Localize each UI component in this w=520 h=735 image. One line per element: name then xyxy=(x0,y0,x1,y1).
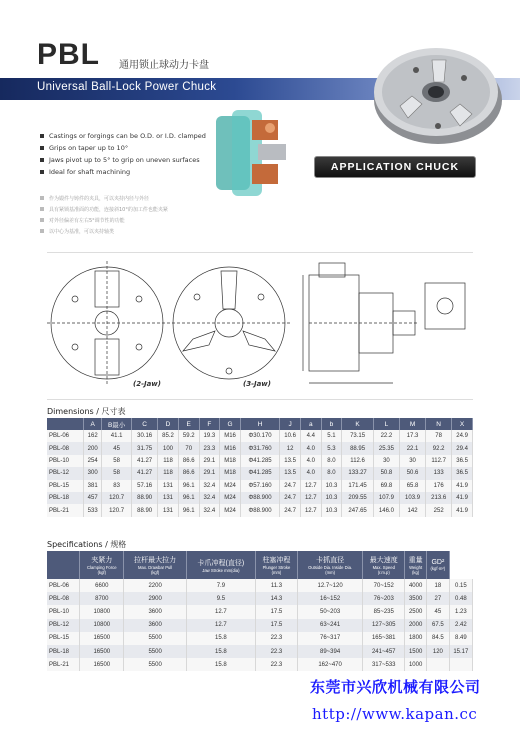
header-cn: 最大速度 xyxy=(369,557,398,564)
header-unit: (kgf) xyxy=(150,570,160,575)
table-cell: 12.7 xyxy=(186,619,255,632)
table-row xyxy=(47,632,473,645)
dimensions-header-cell: a xyxy=(300,418,321,430)
header-cn: 拉杆最大拉力 xyxy=(134,557,177,564)
table-cell: 41.9 xyxy=(452,504,473,516)
table-cell xyxy=(427,658,450,671)
table-cell: 31.75 xyxy=(132,442,158,454)
table-row xyxy=(47,605,473,618)
table-cell: 16~152 xyxy=(297,592,362,605)
table-cell: 29.1 xyxy=(199,455,220,467)
table-cell: 41.27 xyxy=(132,467,158,479)
table-cell: 11.3 xyxy=(255,579,297,592)
dimensions-header-cell: A xyxy=(84,418,102,430)
table-cell: 4.0 xyxy=(300,467,321,479)
header-cn: 夹紧力 xyxy=(91,557,113,564)
specifications-title: Specifications / 规格 xyxy=(47,540,127,549)
table-cell: 12.7~120 xyxy=(297,579,362,592)
table-row xyxy=(47,619,473,632)
table-cell: 1000 xyxy=(405,658,427,671)
table-cell: 22.3 xyxy=(255,632,297,645)
table-row xyxy=(47,504,473,516)
table-cell: 10800 xyxy=(80,619,124,632)
table-row xyxy=(47,592,473,605)
specifications-header-cell xyxy=(363,551,405,579)
dimensions-header-row xyxy=(47,418,473,430)
table-cell: PBL-10 xyxy=(47,605,80,618)
feature-list-english xyxy=(40,132,215,180)
table-cell: 32.4 xyxy=(199,504,220,516)
table-row xyxy=(47,658,473,671)
table-cell: 22.3 xyxy=(255,658,297,671)
specifications-header-cell xyxy=(47,551,80,579)
feature-item: Castings or forgings can be O.D. or I.D. clamped xyxy=(40,132,215,144)
table-cell: 1800 xyxy=(405,632,427,645)
table-cell: 10.3 xyxy=(321,492,342,504)
table-cell: 10.6 xyxy=(280,430,301,442)
table-cell: 22.1 xyxy=(399,442,425,454)
table-cell: 12 xyxy=(280,442,301,454)
table-cell: 30 xyxy=(399,455,425,467)
table-cell: 162~470 xyxy=(297,658,362,671)
dimensions-header-cell xyxy=(47,418,84,430)
table-cell: 41.9 xyxy=(452,492,473,504)
table-cell: 76~317 xyxy=(297,632,362,645)
table-cell: 22.3 xyxy=(255,645,297,658)
table-cell: 2200 xyxy=(124,579,186,592)
table-cell: 15.8 xyxy=(186,645,255,658)
dimensions-header-cell: B最小 xyxy=(102,418,132,430)
table-cell: 24.7 xyxy=(280,504,301,516)
table-cell: PBL-21 xyxy=(47,658,80,671)
header-en: Plunger Stroke xyxy=(262,565,291,570)
dimensions-header-cell: H xyxy=(240,418,279,430)
table-cell: 59.2 xyxy=(178,430,199,442)
table-cell: 85~235 xyxy=(363,605,405,618)
table-cell: 12.7 xyxy=(300,492,321,504)
table-cell: 165~381 xyxy=(363,632,405,645)
table-cell: 58 xyxy=(102,455,132,467)
header-en: Clamping Force xyxy=(87,565,117,570)
table-cell: M24 xyxy=(220,504,241,516)
table-cell: PBL-08 xyxy=(47,592,80,605)
header-cn: 柱塞冲程 xyxy=(262,557,291,564)
table-cell: 24.7 xyxy=(280,480,301,492)
dimensions-title: Dimensions / 尺寸表 xyxy=(47,407,126,416)
dimensions-header-cell: b xyxy=(321,418,342,430)
table-cell: 86.6 xyxy=(178,467,199,479)
three-jaw-drawing xyxy=(167,267,291,379)
table-cell: 32.4 xyxy=(199,492,220,504)
table-cell: PBL-12 xyxy=(47,467,84,479)
specifications-header-cell xyxy=(186,551,255,579)
table-cell: PBL-15 xyxy=(47,480,84,492)
table-cell: 76~203 xyxy=(363,592,405,605)
table-cell: 14.3 xyxy=(255,592,297,605)
table-cell: 131 xyxy=(158,492,179,504)
table-cell: 131 xyxy=(158,480,179,492)
table-cell: 247.65 xyxy=(342,504,374,516)
table-cell: 112.7 xyxy=(426,455,452,467)
chuck-photo xyxy=(360,30,510,150)
table-cell: PBL-18 xyxy=(47,645,80,658)
specifications-header-cell xyxy=(297,551,362,579)
specifications-header-cell xyxy=(124,551,186,579)
table-cell: 41.27 xyxy=(132,455,158,467)
header-unit: (r.m.p) xyxy=(377,570,390,575)
table-cell: 12.7 xyxy=(300,480,321,492)
table-cell: 63~241 xyxy=(297,619,362,632)
header-cn: GD² xyxy=(431,559,445,566)
dimensions-header-cell: N xyxy=(426,418,452,430)
table-cell: PBL-18 xyxy=(47,492,84,504)
header-unit: (mm) xyxy=(325,570,335,575)
table-cell: PBL-12 xyxy=(47,619,80,632)
table-cell: 118 xyxy=(158,455,179,467)
table-cell: 36.5 xyxy=(452,455,473,467)
table-cell: 70 xyxy=(178,442,199,454)
table-cell: M24 xyxy=(220,480,241,492)
table-cell: 241~457 xyxy=(363,645,405,658)
three-jaw-caption: (3-Jaw) xyxy=(243,380,271,388)
table-cell: 176 xyxy=(426,480,452,492)
header-en: Max. Speed xyxy=(372,565,395,570)
table-cell: 58 xyxy=(102,467,132,479)
table-cell: 133 xyxy=(426,467,452,479)
dimensions-header-cell: G xyxy=(220,418,241,430)
table-cell: 45 xyxy=(427,605,450,618)
application-chuck-label: APPLICATION CHUCK xyxy=(314,156,476,178)
table-cell: 457 xyxy=(84,492,102,504)
table-cell: 252 xyxy=(426,504,452,516)
table-cell: M16 xyxy=(220,442,241,454)
two-jaw-caption: (2-Jaw) xyxy=(133,380,161,388)
table-cell: Φ88.900 xyxy=(240,504,279,516)
table-cell: 24.7 xyxy=(280,492,301,504)
table-cell: 533 xyxy=(84,504,102,516)
technical-drawings xyxy=(47,252,473,400)
table-cell: 8.0 xyxy=(321,467,342,479)
table-cell: 18 xyxy=(427,579,450,592)
table-cell: 2.42 xyxy=(449,619,472,632)
table-cell: 100 xyxy=(158,442,179,454)
table-cell: 27 xyxy=(427,592,450,605)
table-cell: 5500 xyxy=(124,632,186,645)
table-cell: 213.6 xyxy=(426,492,452,504)
table-cell: 120 xyxy=(427,645,450,658)
table-cell: Φ41.285 xyxy=(240,467,279,479)
table-row xyxy=(47,430,473,442)
table-cell: 5.1 xyxy=(321,430,342,442)
table-row xyxy=(47,455,473,467)
table-cell: Φ41.285 xyxy=(240,455,279,467)
table-cell: 4000 xyxy=(405,579,427,592)
table-cell: PBL-06 xyxy=(47,579,80,592)
feature-item-cn: 对外径偏差有左右5°调节性的功能 xyxy=(40,217,215,228)
table-cell: 57.16 xyxy=(132,480,158,492)
watermark-company: 东莞市兴欣机械有限公司 xyxy=(310,678,481,696)
table-cell: 70~152 xyxy=(363,579,405,592)
table-cell: 7.9 xyxy=(186,579,255,592)
table-cell: 2000 xyxy=(405,619,427,632)
feature-item-cn: 以中心为基准，可以夹持轴类 xyxy=(40,228,215,239)
table-cell: 317~533 xyxy=(363,658,405,671)
table-cell: 73.15 xyxy=(342,430,374,442)
table-cell: 17.3 xyxy=(399,430,425,442)
table-cell: 209.55 xyxy=(342,492,374,504)
subtitle-english: Universal Ball-Lock Power Chuck xyxy=(37,81,217,93)
table-cell: 83 xyxy=(102,480,132,492)
table-cell: 171.45 xyxy=(342,480,374,492)
table-cell: 1500 xyxy=(405,645,427,658)
dimensions-header-cell: C xyxy=(132,418,158,430)
header-cn: 卡抓直径 xyxy=(316,557,345,564)
watermark-url: http://www.kapan.cc xyxy=(312,705,478,723)
header-unit: (mm) xyxy=(271,570,282,575)
subtitle-chinese: 通用锁止球动力卡盘 xyxy=(119,60,209,71)
table-cell: 32.4 xyxy=(199,480,220,492)
table-cell: 92.2 xyxy=(426,442,452,454)
dimensions-header-cell: E xyxy=(178,418,199,430)
feature-item: Jaws pivot up to 5° to grip on uneven surfaces xyxy=(40,156,215,168)
table-cell: 10.3 xyxy=(321,504,342,516)
specifications-table xyxy=(47,551,473,671)
header-cn: 卡爪冲程(直径) xyxy=(197,559,245,567)
table-cell: 12.7 xyxy=(186,605,255,618)
table-cell: 131 xyxy=(158,504,179,516)
table-cell: 112.6 xyxy=(342,455,374,467)
model-title: PBL xyxy=(37,38,100,71)
specifications-header-cell xyxy=(405,551,427,579)
table-cell: 29.1 xyxy=(199,467,220,479)
application-cutaway-image xyxy=(212,108,292,198)
table-cell: PBL-06 xyxy=(47,430,84,442)
table-cell: 17.5 xyxy=(255,619,297,632)
table-cell: M16 xyxy=(220,430,241,442)
table-cell: 3500 xyxy=(405,592,427,605)
feature-item-cn: 作为锻件与铸件的夹具，可以夹持内径与外径 xyxy=(40,195,215,206)
table-cell: 0.48 xyxy=(449,592,472,605)
table-cell: 9.5 xyxy=(186,592,255,605)
table-row xyxy=(47,442,473,454)
table-cell: Φ31.760 xyxy=(240,442,279,454)
table-cell: 36.5 xyxy=(452,467,473,479)
table-cell: 15.8 xyxy=(186,632,255,645)
table-cell: M18 xyxy=(220,467,241,479)
table-cell: 88.90 xyxy=(132,504,158,516)
dimensions-header-cell: F xyxy=(199,418,220,430)
dimensions-header-cell: M xyxy=(399,418,425,430)
table-cell: 2500 xyxy=(405,605,427,618)
section-drawing xyxy=(303,263,465,383)
table-cell: 13.5 xyxy=(280,467,301,479)
table-cell: PBL-21 xyxy=(47,504,84,516)
table-cell: 45 xyxy=(102,442,132,454)
table-cell: 4.0 xyxy=(300,442,321,454)
table-cell: 15.17 xyxy=(449,645,472,658)
dimensions-header-cell: J xyxy=(280,418,301,430)
table-cell: 8.0 xyxy=(321,455,342,467)
table-cell: 89~394 xyxy=(297,645,362,658)
table-cell: 5.3 xyxy=(321,442,342,454)
table-cell: 4.4 xyxy=(300,430,321,442)
table-cell: 200 xyxy=(84,442,102,454)
header-en: Max. Drawbar Pull xyxy=(138,565,173,570)
table-cell: 17.5 xyxy=(255,605,297,618)
table-cell: 4.0 xyxy=(300,455,321,467)
table-cell: Φ88.900 xyxy=(240,492,279,504)
table-cell: 88.90 xyxy=(132,492,158,504)
table-cell: 103.9 xyxy=(399,492,425,504)
table-cell: 24.9 xyxy=(452,430,473,442)
table-cell: 16500 xyxy=(80,632,124,645)
header-cn: 重量 xyxy=(408,557,423,564)
table-row xyxy=(47,492,473,504)
table-cell: 85.2 xyxy=(158,430,179,442)
table-cell: 2900 xyxy=(124,592,186,605)
two-jaw-drawing xyxy=(47,261,167,385)
table-cell: 254 xyxy=(84,455,102,467)
table-cell: 29.4 xyxy=(452,442,473,454)
table-cell: Φ57.160 xyxy=(240,480,279,492)
table-cell: 120.7 xyxy=(102,492,132,504)
table-cell: 146.0 xyxy=(373,504,399,516)
table-cell: 12.7 xyxy=(300,504,321,516)
table-cell: M18 xyxy=(220,455,241,467)
table-cell: 8700 xyxy=(80,592,124,605)
table-cell: 133.27 xyxy=(342,467,374,479)
table-row xyxy=(47,579,473,592)
feature-list-chinese xyxy=(40,195,215,239)
feature-item: Grips on taper up to 10° xyxy=(40,144,215,156)
table-cell: 50.6 xyxy=(399,467,425,479)
table-cell: PBL-15 xyxy=(47,632,80,645)
specifications-header-cell xyxy=(427,551,450,579)
table-cell: 96.1 xyxy=(178,492,199,504)
table-cell: 19.3 xyxy=(199,430,220,442)
table-cell: 84.5 xyxy=(427,632,450,645)
table-cell: 25.35 xyxy=(373,442,399,454)
table-row xyxy=(47,467,473,479)
table-cell: 23.3 xyxy=(199,442,220,454)
header-en: (kgf·m²) xyxy=(430,566,446,571)
table-cell: 1.23 xyxy=(449,605,472,618)
table-cell: 30 xyxy=(373,455,399,467)
specifications-header-cell xyxy=(255,551,297,579)
table-cell: 22.2 xyxy=(373,430,399,442)
table-cell: 6600 xyxy=(80,579,124,592)
table-cell: 118 xyxy=(158,467,179,479)
table-cell: 5500 xyxy=(124,658,186,671)
header-unit: (kg) xyxy=(412,570,420,575)
table-cell: 107.9 xyxy=(373,492,399,504)
table-row xyxy=(47,480,473,492)
dimensions-header-cell: X xyxy=(452,418,473,430)
table-cell: 0.15 xyxy=(449,579,472,592)
table-cell: Φ30.170 xyxy=(240,430,279,442)
table-cell: 127~305 xyxy=(363,619,405,632)
table-cell: 50.8 xyxy=(373,467,399,479)
table-cell: 15.8 xyxy=(186,658,255,671)
table-cell: 67.5 xyxy=(427,619,450,632)
table-cell: 69.8 xyxy=(373,480,399,492)
header-en: Weight xyxy=(409,565,423,570)
dimensions-header-cell: L xyxy=(373,418,399,430)
feature-item: Ideal for shaft machining xyxy=(40,168,215,180)
feature-item-cn: 具有紧锁基准面的功能，连接斜10°的加工件也能夹紧 xyxy=(40,206,215,217)
table-cell: 10800 xyxy=(80,605,124,618)
table-cell xyxy=(449,658,472,671)
table-cell: 78 xyxy=(426,430,452,442)
table-cell: 16500 xyxy=(80,645,124,658)
table-cell: 8.49 xyxy=(449,632,472,645)
table-cell: 10.3 xyxy=(321,480,342,492)
table-cell: 120.7 xyxy=(102,504,132,516)
table-cell: 96.1 xyxy=(178,504,199,516)
table-cell: 16500 xyxy=(80,658,124,671)
table-cell: 162 xyxy=(84,430,102,442)
dimensions-table xyxy=(47,418,473,517)
header-unit: (kgf) xyxy=(97,570,106,575)
table-cell: 5500 xyxy=(124,645,186,658)
dimensions-header-cell: D xyxy=(158,418,179,430)
table-cell: 3600 xyxy=(124,619,186,632)
table-cell: 300 xyxy=(84,467,102,479)
table-cell: 142 xyxy=(399,504,425,516)
dimensions-header-cell: K xyxy=(342,418,374,430)
table-row xyxy=(47,645,473,658)
table-cell: PBL-08 xyxy=(47,442,84,454)
header-en: Jaw Stroke mm(dia) xyxy=(202,567,240,573)
table-cell: 96.1 xyxy=(178,480,199,492)
table-cell: 50~203 xyxy=(297,605,362,618)
table-cell: 65.8 xyxy=(399,480,425,492)
specifications-header-cell xyxy=(80,551,124,579)
table-cell: 3600 xyxy=(124,605,186,618)
table-cell: 41.1 xyxy=(102,430,132,442)
table-cell: 41.9 xyxy=(452,480,473,492)
table-cell: 13.5 xyxy=(280,455,301,467)
table-cell: M24 xyxy=(220,492,241,504)
specifications-header-row xyxy=(47,551,473,579)
table-cell: 30.16 xyxy=(132,430,158,442)
table-cell: PBL-10 xyxy=(47,455,84,467)
table-cell: 86.6 xyxy=(178,455,199,467)
table-cell: 88.95 xyxy=(342,442,374,454)
table-cell: 381 xyxy=(84,480,102,492)
header-en: Outside Dia. Inside Dia. xyxy=(308,565,353,570)
